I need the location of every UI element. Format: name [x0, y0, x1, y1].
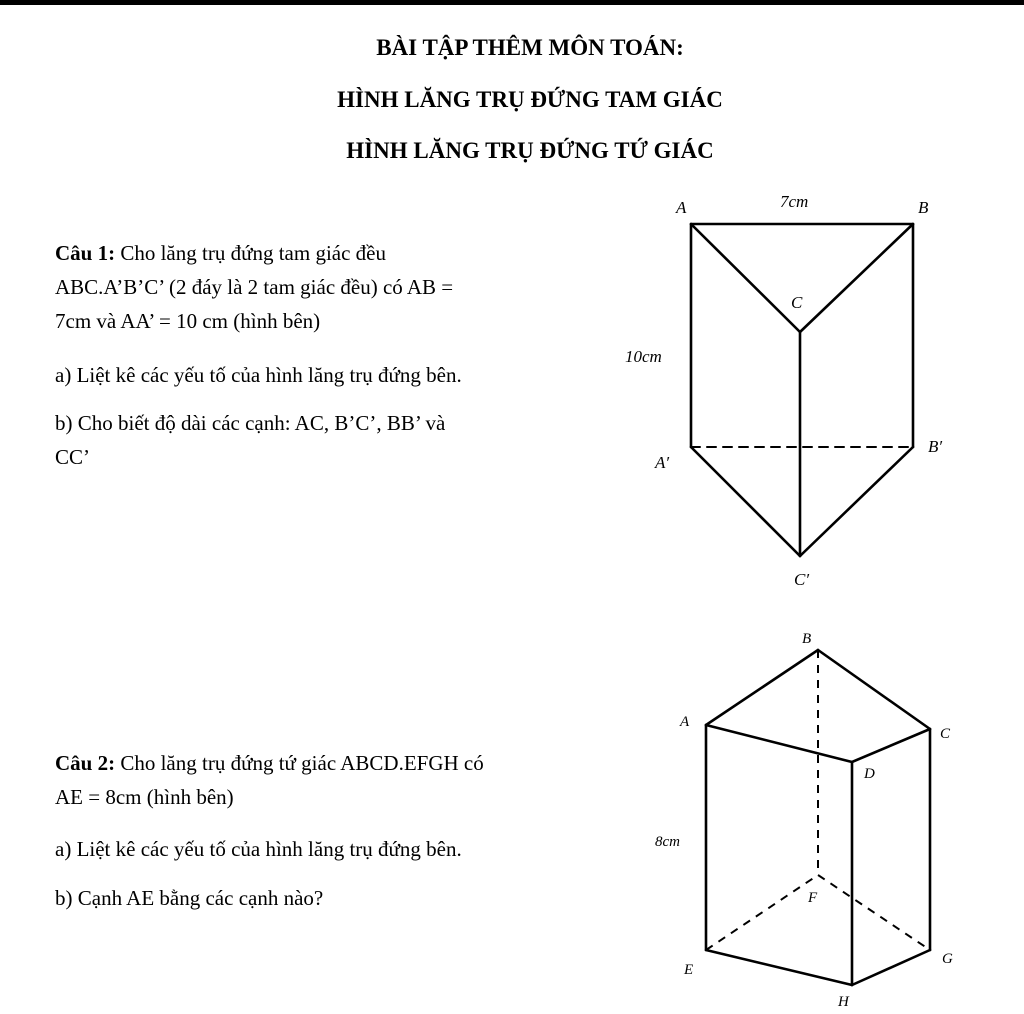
q1-part-b-line-1: b) Cho biết độ dài các cạnh: AC, B’C’, BB’ và — [55, 411, 446, 435]
edge-eh — [706, 950, 852, 985]
fig1-label-b: B — [918, 198, 929, 217]
fig2-label-b: B — [802, 631, 812, 647]
fig2-label-d: D — [864, 766, 875, 782]
fig1-label-b1: B′ — [928, 437, 943, 456]
title-line-1: BÀI TẬP THÊM MÔN TOÁN: — [376, 35, 684, 60]
edge-ad — [706, 725, 852, 762]
edge-ef-hidden — [706, 875, 818, 950]
q1-part-a: a) Liệt kê các yếu tố của hình lăng trụ đứng bên. — [55, 363, 462, 387]
fig2-label-e: E — [684, 962, 694, 978]
edge-cd — [852, 729, 930, 762]
fig2-label-g: G — [942, 951, 953, 967]
fig2-label-c: C — [940, 726, 951, 742]
fig1-label-ab-length: 7cm — [780, 192, 809, 211]
edge-bc — [800, 224, 913, 332]
edge-hg — [852, 950, 930, 985]
edge-b1c1 — [800, 447, 913, 556]
q1-stem-line-2: ABC.A’B’C’ (2 đáy là 2 tam giác đều) có AB = — [55, 275, 454, 299]
fig1-label-aa-length: 10cm — [625, 347, 662, 366]
title-line-2: HÌNH LĂNG TRỤ ĐỨNG TAM GIÁC — [337, 87, 723, 112]
q2-part-a: a) Liệt kê các yếu tố của hình lăng trụ đứng bên. — [55, 837, 462, 861]
q2-stem-line-1: Cho lăng trụ đứng tứ giác ABCD.EFGH có — [115, 751, 484, 775]
fig1-label-c1: C′ — [794, 570, 810, 589]
q1-stem-line-3: 7cm và AA’ = 10 cm (hình bên) — [55, 309, 321, 333]
quadrilateral-prism-hidden-edges — [706, 650, 930, 950]
fig1-label-c: C — [791, 293, 803, 312]
title-line-3: HÌNH LĂNG TRỤ ĐỨNG TỨ GIÁC — [346, 138, 714, 163]
q1-stem-line-1: Cho lăng trụ đứng tam giác đều — [115, 241, 387, 265]
q1-part-b-line-2: CC’ — [55, 445, 91, 469]
fig1-label-a: A — [676, 198, 687, 217]
edge-fg-hidden — [818, 875, 930, 950]
fig2-label-h: H — [838, 994, 849, 1010]
edge-ac — [691, 224, 800, 332]
edge-ab — [706, 650, 818, 725]
fig2-label-a: A — [680, 714, 690, 730]
q2-part-b: b) Cạnh AE bằng các cạnh nào? — [55, 886, 324, 910]
fig2-label-f: F — [808, 890, 818, 906]
triangular-prism-figure — [691, 224, 913, 556]
q2-label: Câu 2: — [55, 751, 116, 775]
q1-label: Câu 1: — [55, 241, 116, 265]
fig1-label-a1: A′ — [655, 453, 670, 472]
edge-bc — [818, 650, 930, 729]
q2-stem-line-2: AE = 8cm (hình bên) — [55, 785, 234, 809]
fig2-label-ae-length: 8cm — [655, 834, 680, 850]
edge-a1c1 — [691, 447, 800, 556]
